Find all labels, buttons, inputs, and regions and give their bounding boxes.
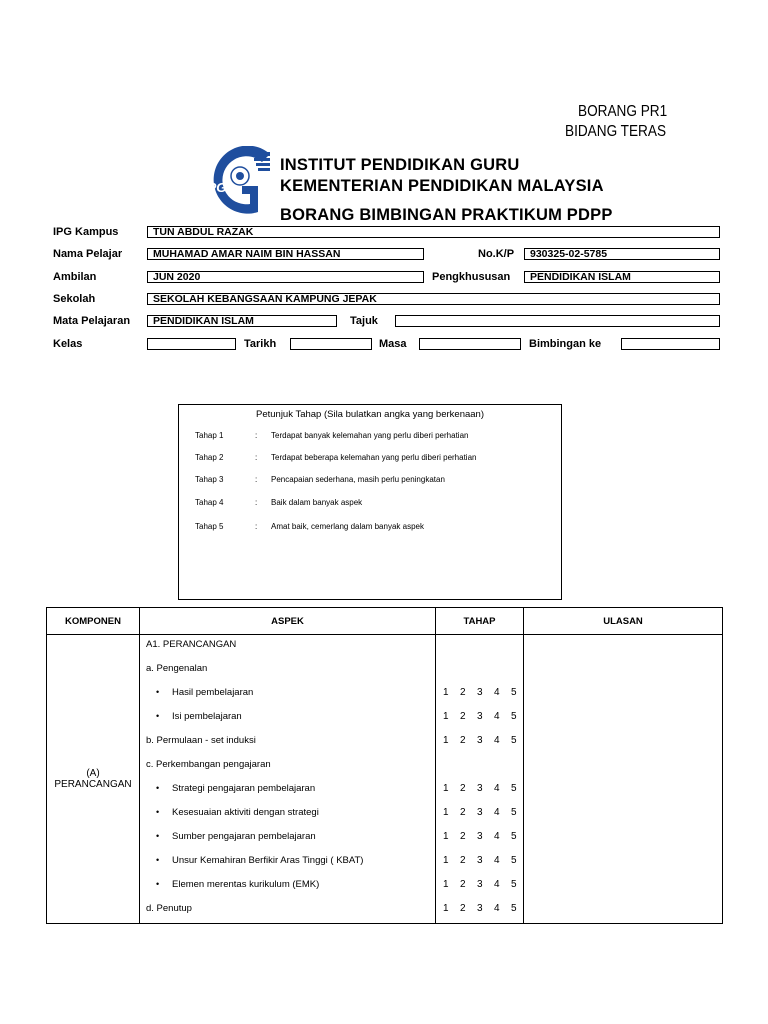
- legend-sep: :: [255, 453, 258, 462]
- score-option[interactable]: 2: [460, 711, 466, 722]
- institution-line-2: KEMENTERIAN PENDIDIKAN MALAYSIA: [280, 177, 604, 195]
- form-code: BORANG PR1: [578, 103, 668, 120]
- tajuk-field[interactable]: [395, 315, 720, 327]
- tarikh-field[interactable]: [290, 338, 372, 350]
- legend-desc: Baik dalam banyak aspek: [271, 498, 363, 507]
- score-option[interactable]: 4: [494, 855, 500, 866]
- header-ulasan: ULASAN: [524, 608, 723, 635]
- aspek-cell: [140, 635, 436, 924]
- score-option[interactable]: 1: [443, 831, 449, 842]
- score-option[interactable]: 3: [477, 831, 483, 842]
- score-option[interactable]: 4: [494, 783, 500, 794]
- score-option[interactable]: 1: [443, 903, 449, 914]
- aspect-item: a. Pengenalan: [146, 663, 208, 674]
- legend-sep: :: [255, 498, 258, 507]
- section-heading: [146, 639, 236, 650]
- score-option[interactable]: 4: [494, 807, 500, 818]
- score-option[interactable]: 2: [460, 855, 466, 866]
- mata-pelajaran-field[interactable]: PENDIDIKAN ISLAM: [147, 315, 337, 327]
- score-option[interactable]: 3: [477, 807, 483, 818]
- sekolah-field[interactable]: SEKOLAH KEBANGSAAN KAMPUNG JEPAK: [147, 293, 720, 305]
- score-option[interactable]: 5: [511, 879, 517, 890]
- tarikh-label: Tarikh: [244, 338, 277, 350]
- no-kp-field[interactable]: 930325-02-5785: [524, 248, 720, 260]
- ipg-kampus-field[interactable]: TUN ABDUL RAZAK: [147, 226, 720, 238]
- legend-desc: Terdapat banyak kelemahan yang perlu diberi perhatian: [271, 431, 469, 440]
- score-option[interactable]: 3: [477, 711, 483, 722]
- score-option[interactable]: 1: [443, 783, 449, 794]
- header-tahap: TAHAP: [436, 608, 524, 635]
- aspect-item: Sumber pengajaran pembelajaran: [172, 831, 316, 842]
- bullet-icon: •: [156, 807, 160, 817]
- masa-field[interactable]: [419, 338, 521, 350]
- score-option[interactable]: 5: [511, 807, 517, 818]
- score-option[interactable]: 3: [477, 735, 483, 746]
- header-komponen: KOMPONEN: [47, 608, 140, 635]
- komponen-name: PERANCANGAN: [54, 779, 132, 790]
- legend-sep: :: [255, 522, 258, 531]
- tahap-cell: [436, 635, 524, 924]
- score-option[interactable]: 2: [460, 687, 466, 698]
- no-kp-label: No.K/P: [478, 248, 515, 260]
- score-option[interactable]: 5: [511, 831, 517, 842]
- aspek-list: [140, 635, 435, 923]
- score-option[interactable]: 4: [494, 903, 500, 914]
- legend-level: Tahap 1: [195, 431, 224, 440]
- score-option[interactable]: 5: [511, 735, 517, 746]
- score-option[interactable]: 3: [477, 903, 483, 914]
- score-option[interactable]: 5: [511, 783, 517, 794]
- score-option[interactable]: 3: [477, 879, 483, 890]
- score-option[interactable]: 4: [494, 711, 500, 722]
- aspect-item: Strategi pengajaran pembelajaran: [172, 783, 316, 794]
- section-number: A1.: [146, 639, 161, 650]
- legend-title: Petunjuk Tahap (Sila bulatkan angka yang berkenaan): [256, 409, 484, 420]
- aspect-item: Isi pembelajaran: [172, 711, 242, 722]
- legend-sep: :: [255, 475, 258, 484]
- score-option[interactable]: 5: [511, 711, 517, 722]
- section-title: PERANCANGAN: [162, 639, 237, 650]
- assessment-table: [46, 607, 723, 924]
- score-option[interactable]: 3: [477, 783, 483, 794]
- score-option[interactable]: 1: [443, 855, 449, 866]
- score-option[interactable]: 4: [494, 735, 500, 746]
- bullet-icon: •: [156, 855, 160, 865]
- masa-label: Masa: [379, 338, 407, 350]
- pengkhususan-field[interactable]: PENDIDIKAN ISLAM: [524, 271, 720, 283]
- legend-desc: Terdapat beberapa kelemahan yang perlu diberi perhatian: [271, 453, 477, 462]
- aspect-item: Elemen merentas kurikulum (EMK): [172, 879, 320, 890]
- komponen-cell: [47, 635, 140, 924]
- komponen-code: (A): [86, 768, 100, 779]
- mata-pelajaran-label: Mata Pelajaran: [53, 315, 131, 327]
- score-option[interactable]: 5: [511, 855, 517, 866]
- institution-line-1: INSTITUT PENDIDIKAN GURU: [280, 156, 520, 174]
- tahap-list: [436, 635, 523, 923]
- score-option[interactable]: 2: [460, 879, 466, 890]
- bullet-icon: •: [156, 831, 160, 841]
- kelas-field[interactable]: [147, 338, 236, 350]
- score-option[interactable]: 5: [511, 687, 517, 698]
- aspect-item: c. Perkembangan pengajaran: [146, 759, 271, 770]
- logo-text: IPG: [204, 180, 227, 195]
- ambilan-label: Ambilan: [53, 271, 97, 283]
- ambilan-field[interactable]: JUN 2020: [147, 271, 424, 283]
- score-option[interactable]: 1: [443, 711, 449, 722]
- aspect-item: d. Penutup: [146, 903, 192, 914]
- legend-sep: :: [255, 431, 258, 440]
- score-option[interactable]: 1: [443, 735, 449, 746]
- nama-pelajar-label: Nama Pelajar: [53, 248, 123, 260]
- ipg-logo: [202, 146, 274, 222]
- score-option[interactable]: 1: [443, 879, 449, 890]
- bimbingan-ke-field[interactable]: [621, 338, 720, 350]
- aspect-item: Unsur Kemahiran Berfikir Aras Tinggi ( KBAT): [172, 855, 364, 866]
- score-option[interactable]: 2: [460, 831, 466, 842]
- score-option[interactable]: 2: [460, 735, 466, 746]
- pengkhususan-label: Pengkhususan: [432, 271, 511, 283]
- kelas-label: Kelas: [53, 338, 83, 350]
- aspect-item: Kesesuaian aktiviti dengan strategi: [172, 807, 319, 818]
- bullet-icon: •: [156, 783, 160, 793]
- bimbingan-ke-label: Bimbingan ke: [529, 338, 602, 350]
- score-option[interactable]: 1: [443, 807, 449, 818]
- level-legend: [178, 404, 562, 600]
- aspect-item: Hasil pembelajaran: [172, 687, 254, 698]
- legend-level: Tahap 4: [195, 498, 224, 507]
- score-option[interactable]: 1: [443, 687, 449, 698]
- bullet-icon: •: [156, 711, 160, 721]
- score-option[interactable]: 2: [460, 783, 466, 794]
- header-aspek: ASPEK: [140, 608, 436, 635]
- score-option[interactable]: 3: [477, 687, 483, 698]
- ipg-kampus-label: IPG Kampus: [53, 226, 119, 238]
- score-option[interactable]: 5: [511, 903, 517, 914]
- aspect-item: b. Permulaan - set induksi: [146, 735, 256, 746]
- tajuk-label: Tajuk: [350, 315, 378, 327]
- legend-desc: Amat baik, cemerlang dalam banyak aspek: [271, 522, 424, 531]
- score-option[interactable]: 4: [494, 831, 500, 842]
- ulasan-cell[interactable]: [524, 635, 723, 924]
- score-option[interactable]: 2: [460, 807, 466, 818]
- bullet-icon: •: [156, 687, 160, 697]
- bullet-icon: •: [156, 879, 160, 889]
- form-category: BIDANG TERAS: [565, 123, 667, 140]
- score-option[interactable]: 4: [494, 687, 500, 698]
- legend-level: Tahap 2: [195, 453, 224, 462]
- form-title: BORANG BIMBINGAN PRAKTIKUM PDPP: [280, 206, 613, 224]
- sekolah-label: Sekolah: [53, 293, 96, 305]
- nama-pelajar-field[interactable]: MUHAMAD AMAR NAIM BIN HASSAN: [147, 248, 424, 260]
- legend-level: Tahap 3: [195, 475, 224, 484]
- score-option[interactable]: 2: [460, 903, 466, 914]
- score-option[interactable]: 3: [477, 855, 483, 866]
- legend-level: Tahap 5: [195, 522, 224, 531]
- score-option[interactable]: 4: [494, 879, 500, 890]
- legend-desc: Pencapaian sederhana, masih perlu peningkatan: [271, 475, 445, 484]
